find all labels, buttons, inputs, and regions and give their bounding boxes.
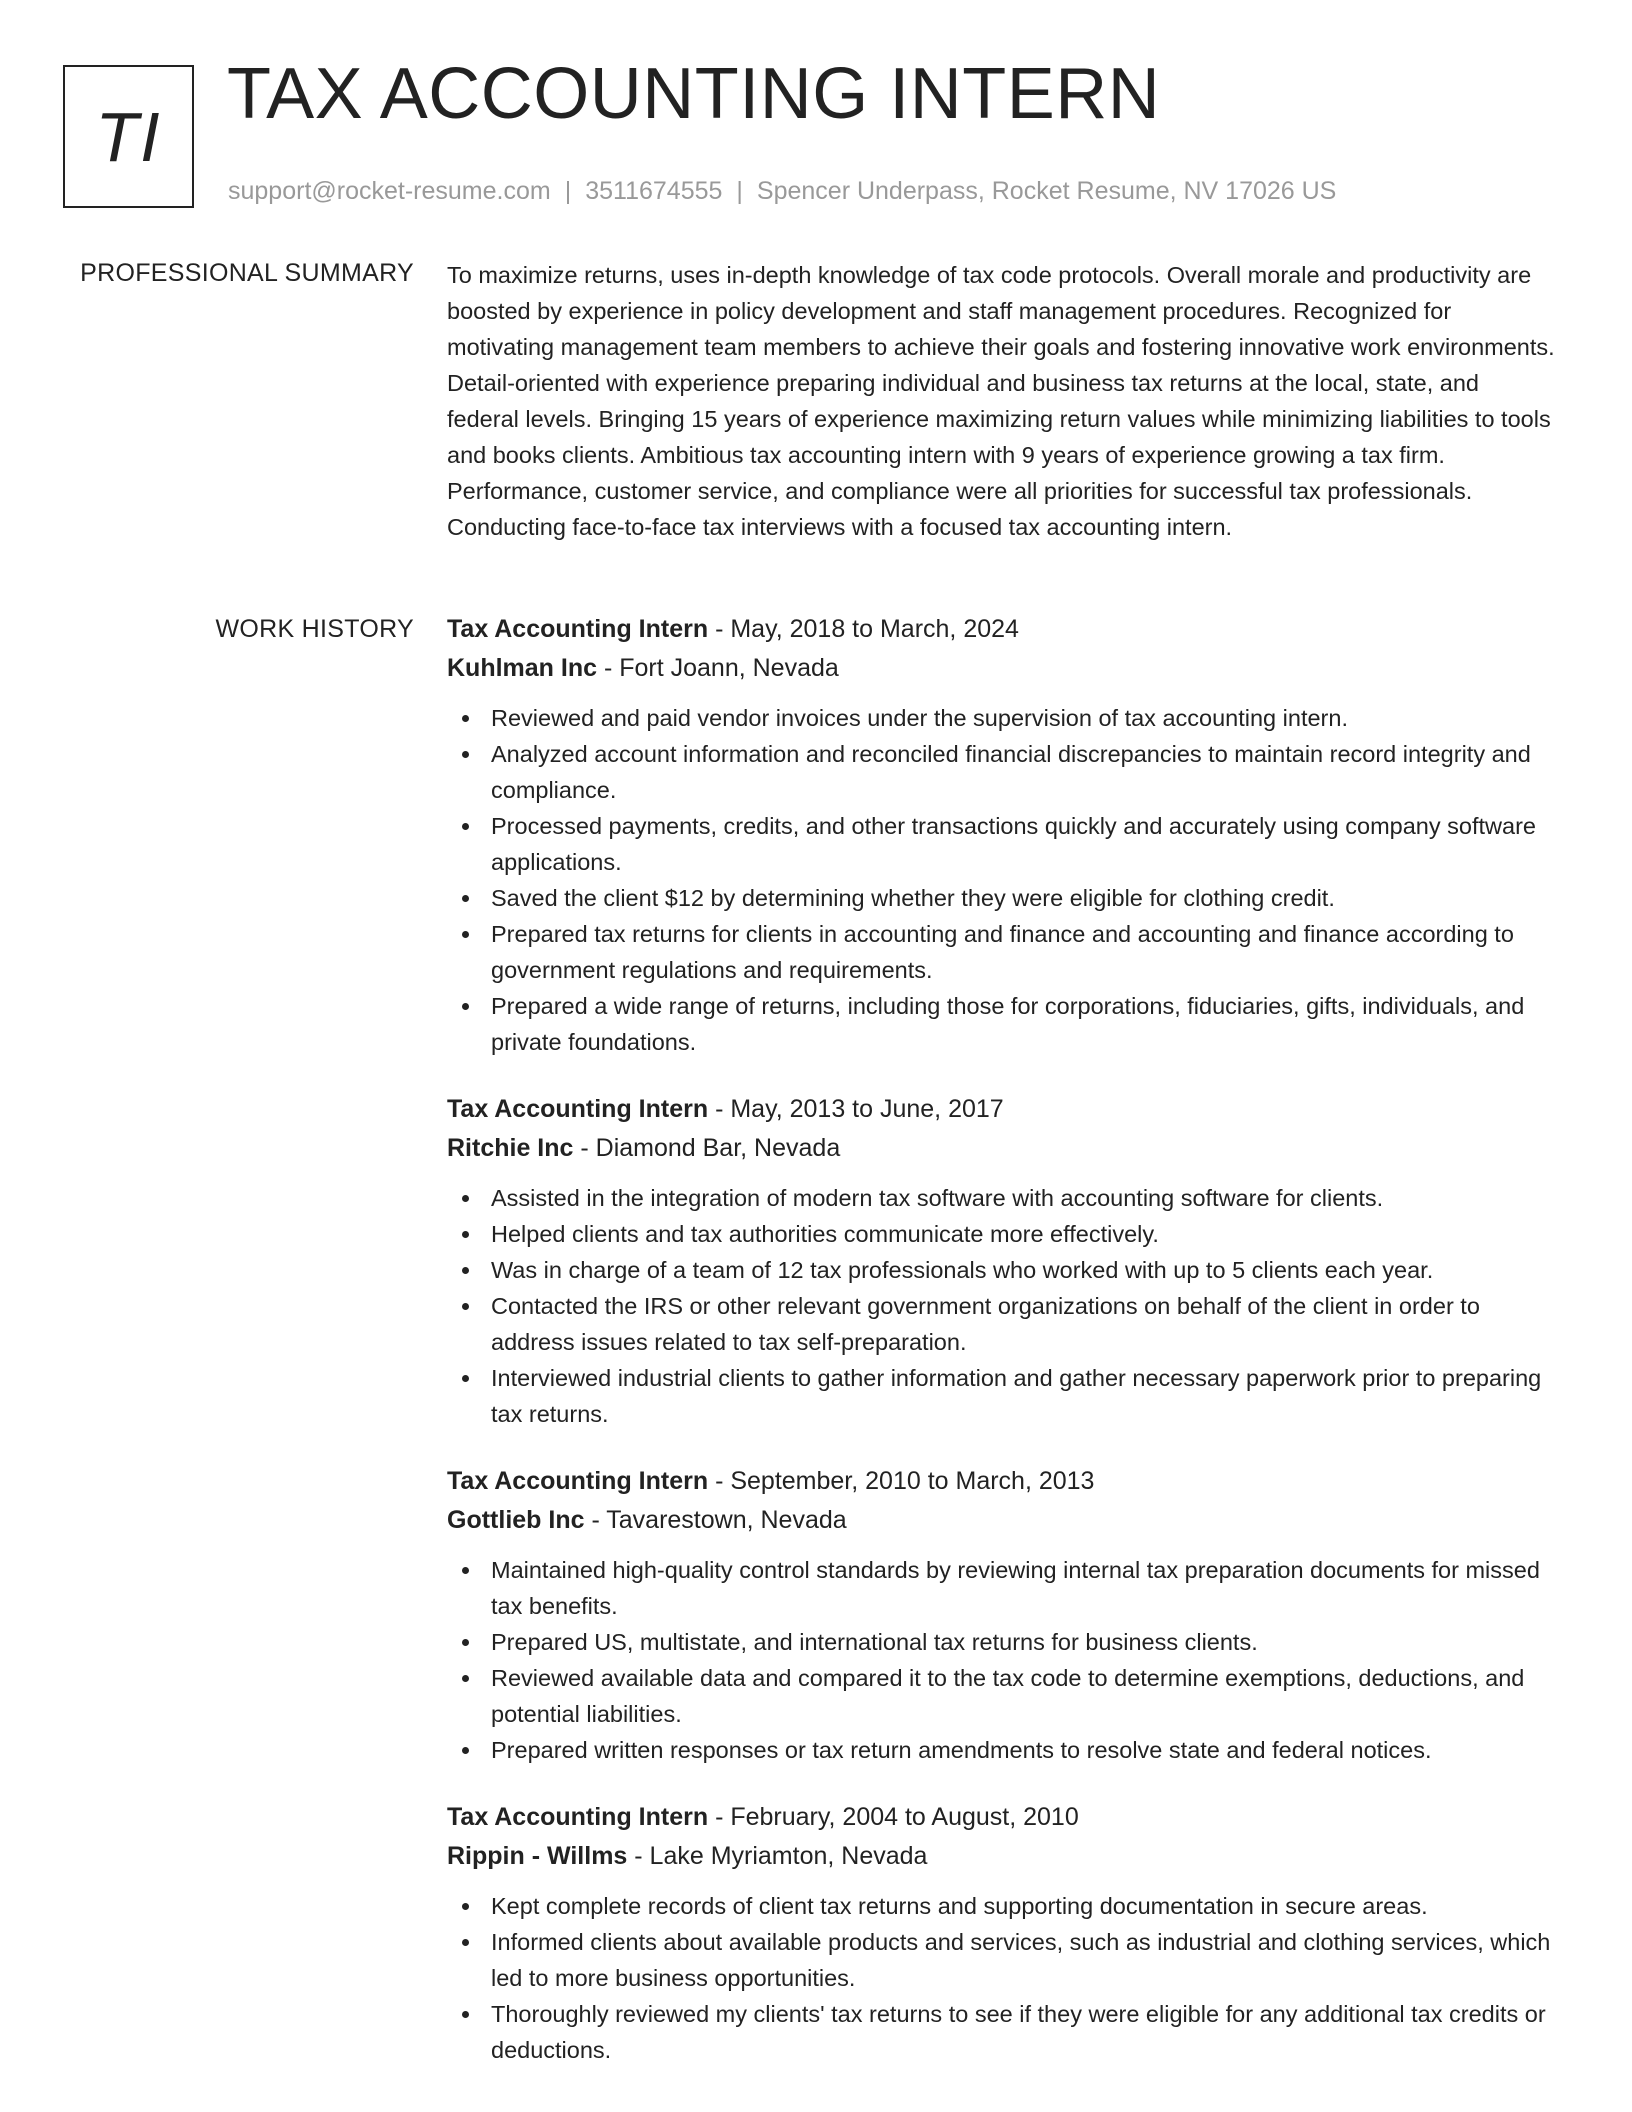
job-title: Tax Accounting Intern — [447, 615, 709, 643]
job-title-line — [447, 610, 1557, 649]
job-bullet: Was in charge of a team of 12 tax professionals who worked with up to 5 clients each year. — [447, 1252, 1557, 1288]
job-title-line — [447, 1462, 1557, 1501]
contact-phone: 3511674555 — [585, 177, 723, 205]
contact-separator: | — [736, 177, 743, 205]
job-bullets — [447, 1888, 1557, 2068]
job-bullet: Kept complete records of client tax returns and supporting documentation in secure areas. — [447, 1888, 1557, 1924]
summary-section-label: PROFESSIONAL SUMMARY — [80, 259, 414, 287]
job-company-line — [447, 1837, 1557, 1876]
job-bullet: Contacted the IRS or other relevant government organizations on behalf of the client in order to address issues related to tax self-preparation. — [447, 1288, 1557, 1360]
job-bullet: Interviewed industrial clients to gather information and gather necessary paperwork prior to preparing tax returns. — [447, 1360, 1557, 1432]
work-history-section-label: WORK HISTORY — [215, 615, 414, 643]
job-bullet: Reviewed available data and compared it to the tax code to determine exemptions, deductions, and potential liabilities. — [447, 1660, 1557, 1732]
job-title: Tax Accounting Intern — [447, 1467, 709, 1495]
job-location: - Lake Myriamton, Nevada — [627, 1842, 928, 1870]
job-company-line — [447, 1129, 1557, 1168]
job-entry — [447, 1090, 1557, 1432]
job-company-line — [447, 649, 1557, 688]
contact-separator: | — [564, 177, 572, 205]
job-title: Tax Accounting Intern — [447, 1803, 709, 1831]
job-company: Kuhlman Inc — [447, 654, 598, 682]
job-bullet: Assisted in the integration of modern tax software with accounting software for clients. — [447, 1180, 1557, 1216]
job-bullet: Maintained high-quality control standards by reviewing internal tax preparation documents for missed tax benefits. — [447, 1552, 1557, 1624]
job-dates: - September, 2010 to March, 2013 — [708, 1467, 1095, 1495]
job-title-line — [447, 1798, 1557, 1837]
job-bullet: Informed clients about available products and services, such as industrial and clothing services, which led to more business opportunities. — [447, 1924, 1557, 1996]
job-bullets — [447, 1180, 1557, 1432]
job-title: Tax Accounting Intern — [447, 1095, 709, 1123]
job-dates: - May, 2018 to March, 2024 — [708, 615, 1019, 643]
summary-section — [447, 257, 1557, 545]
job-location: - Fort Joann, Nevada — [597, 654, 839, 682]
job-bullets — [447, 700, 1557, 1060]
job-company: Ritchie Inc — [447, 1134, 574, 1162]
job-title-line — [447, 1090, 1557, 1129]
job-company: Gottlieb Inc — [447, 1506, 585, 1534]
job-bullet: Prepared written responses or tax return amendments to resolve state and federal notices. — [447, 1732, 1557, 1768]
resume-title: TAX ACCOUNTING INTERN — [227, 54, 1161, 134]
work-history-section — [447, 610, 1557, 2098]
job-dates: - May, 2013 to June, 2017 — [708, 1095, 1004, 1123]
job-bullet: Prepared tax returns for clients in accounting and finance and accounting and finance according to government regulations and requirements. — [447, 916, 1557, 988]
job-bullet: Prepared a wide range of returns, including those for corporations, fiduciaries, gifts, individuals, and private foundations. — [447, 988, 1557, 1060]
job-entry — [447, 1462, 1557, 1768]
job-bullets — [447, 1552, 1557, 1768]
contact-address: Spencer Underpass, Rocket Resume, NV 17026 US — [756, 177, 1337, 205]
job-bullet: Processed payments, credits, and other transactions quickly and accurately using company software applications. — [447, 808, 1557, 880]
contact-line — [228, 176, 1336, 206]
job-bullet: Prepared US, multistate, and international tax returns for business clients. — [447, 1624, 1557, 1660]
contact-email: support@rocket-resume.com — [228, 177, 551, 205]
job-entry — [447, 1798, 1557, 2068]
monogram-box — [63, 65, 194, 208]
monogram-initials: TI — [95, 97, 162, 176]
job-bullet: Reviewed and paid vendor invoices under the supervision of tax accounting intern. — [447, 700, 1557, 736]
job-bullet: Thoroughly reviewed my clients' tax returns to see if they were eligible for any additional tax credits or deductions. — [447, 1996, 1557, 2068]
summary-text: To maximize returns, uses in-depth knowledge of tax code protocols. Overall morale and productivity are boosted by experience in policy development and staff management procedures. Recognized for motivating management team members to achieve their goals and fostering innovative work environments. Detail-oriented with experience preparing individual and business tax returns at the local, state, and federal levels. Bringing 15 years of experience maximizing return values while minimizing liabilities to tools and books clients. Ambitious tax accounting intern with 9 years of experience growing a tax firm. Performance, customer service, and compliance were all priorities for successful tax professionals. Conducting face-to-face tax interviews with a focused tax accounting intern. — [447, 262, 1555, 540]
job-bullet: Saved the client $12 by determining whether they were eligible for clothing credit. — [447, 880, 1557, 916]
job-company-line — [447, 1501, 1557, 1540]
job-location: - Diamond Bar, Nevada — [573, 1134, 841, 1162]
job-location: - Tavarestown, Nevada — [584, 1506, 847, 1534]
job-company: Rippin - Willms — [447, 1842, 628, 1870]
job-bullet: Helped clients and tax authorities communicate more effectively. — [447, 1216, 1557, 1252]
job-dates: - February, 2004 to August, 2010 — [708, 1803, 1079, 1831]
job-bullet: Analyzed account information and reconciled financial discrepancies to maintain record integrity and compliance. — [447, 736, 1557, 808]
job-entry — [447, 610, 1557, 1060]
